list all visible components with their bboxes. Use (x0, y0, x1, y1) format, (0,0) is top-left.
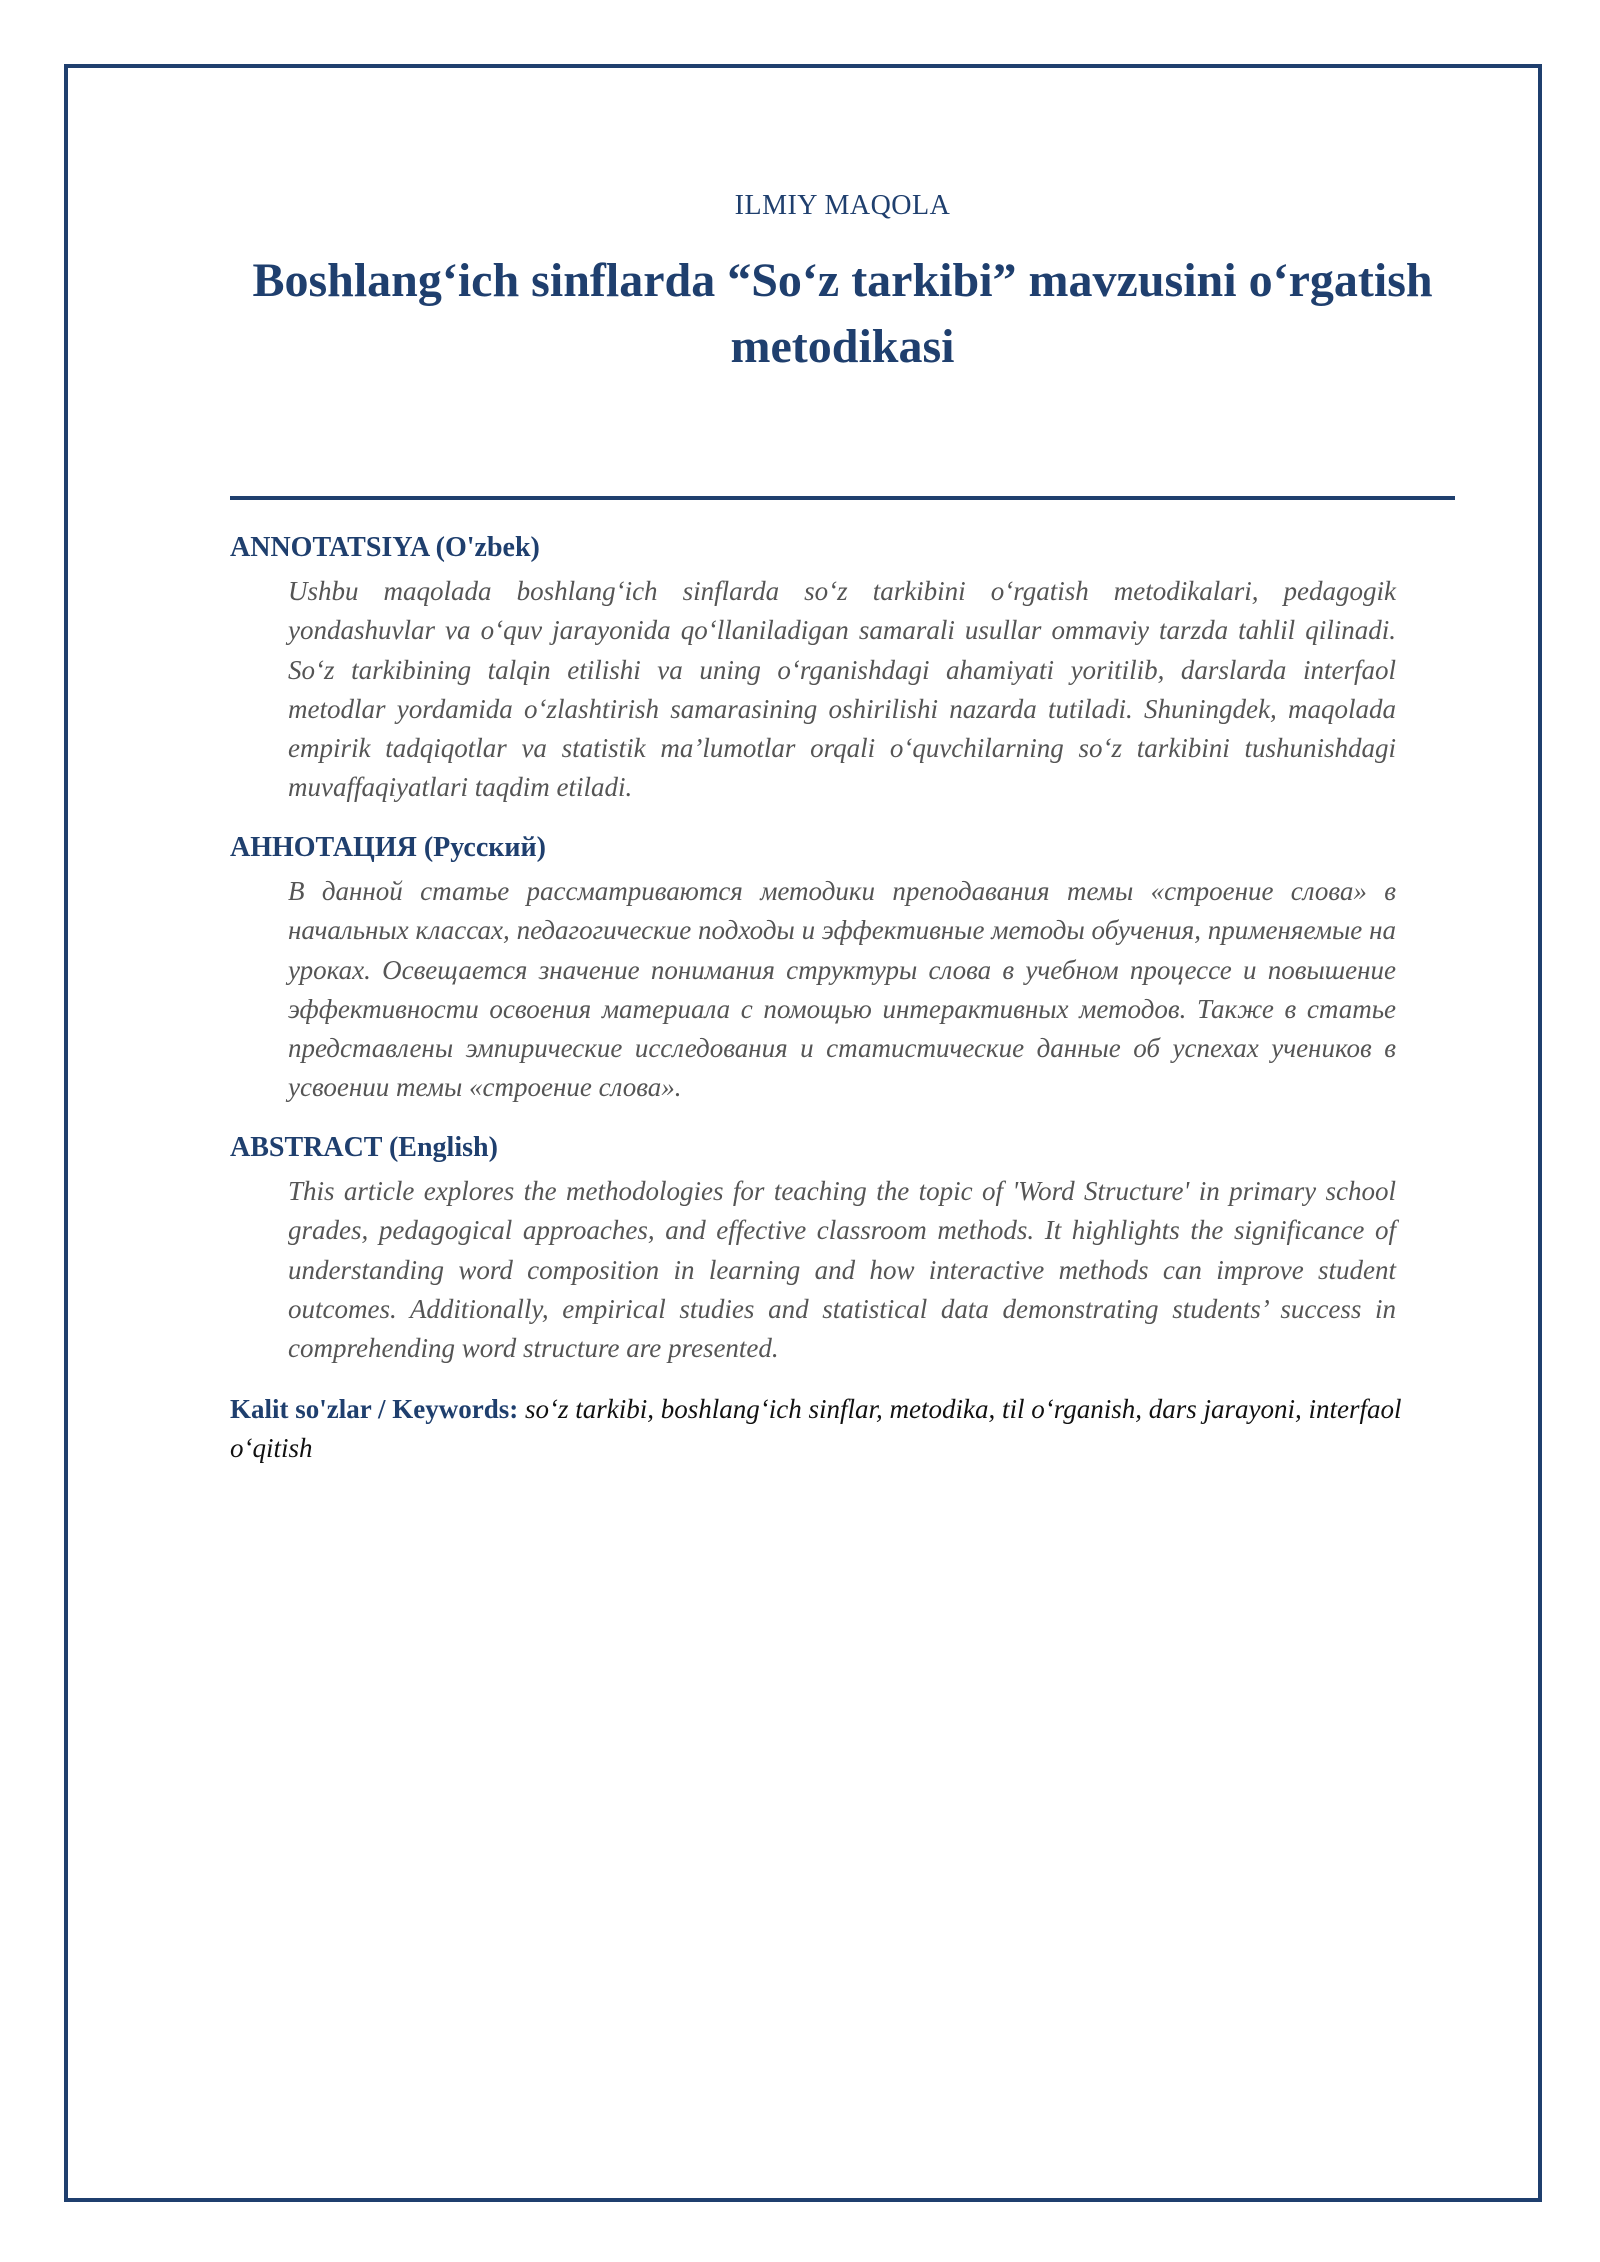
abstract-russian-heading: АННОТАЦИЯ (Русский) (230, 832, 546, 863)
abstract-uzbek-text: Ushbu maqolada boshlang‘ich sinflarda so‘z tarkibini o‘rgatish metodikalari, pedagogik yondashuvlar va o‘quv jarayonida qo‘llaniladigan samarali usullar ommaviy tarzda tahlil qilinadi. So‘z tarkibining talqin etilishi va uning o‘rganishdagi ahamiyati yoritilib, darslarda interfaol metodlar yordamida o‘zlashtirish samarasining oshirilishi nazarda tutiladi. Shuningdek, maqolada empirik tadqiqotlar va statistik ma’lumotlar orqali o‘quvchilarning so‘z tarkibini tushunishdagi muvaffaqiyatlari taqdim etiladi. (288, 576, 1396, 803)
keywords-block (230, 1390, 1455, 1468)
abstract-uzbek-heading: ANNOTATSIYA (O'zbek) (230, 532, 540, 563)
abstract-uzbek-section (230, 528, 1455, 808)
keywords-values: so‘z tarkibi, boshlang‘ich sinflar, metodika, til o‘rganish, dars jarayoni, interfaol o‘qitish (230, 1394, 1402, 1463)
abstract-russian-section (230, 828, 1455, 1108)
abstract-russian-text: В данной статье рассматриваются методики преподавания темы «строение слова» в начальных классах, педагогические подходы и эффективные методы обучения, применяемые на уроках. Освещается значение понимания структуры слова в учебном процессе и повышение эффективности освоения материала с помощью интерактивных методов. Также в статье представлены эмпирические исследования и статистические данные об успехах учеников в усвоении темы «строение слова». (288, 876, 1396, 1103)
title-divider (230, 496, 1455, 500)
abstract-english-heading: ABSTRACT (English) (230, 1132, 498, 1163)
article-title: Boshlang‘ich sinflarda “So‘z tarkibi” mavzusini o‘rgatish metodikasi (252, 254, 1433, 373)
abstract-english-section (230, 1128, 1455, 1368)
abstract-english-text: This article explores the methodologies for teaching the topic of 'Word Structure' in primary school grades, pedagogical approaches, and effective classroom methods. It highlights the significance of understanding word composition in learning and how interactive methods can improve student outcomes. Additionally, empirical studies and statistical data demonstrating students’ success in comprehending word structure are presented. (288, 1176, 1396, 1364)
article-type-label: ILMIY MAQOLA (734, 190, 951, 221)
keywords-label: Kalit so'zlar / Keywords: (230, 1394, 525, 1424)
